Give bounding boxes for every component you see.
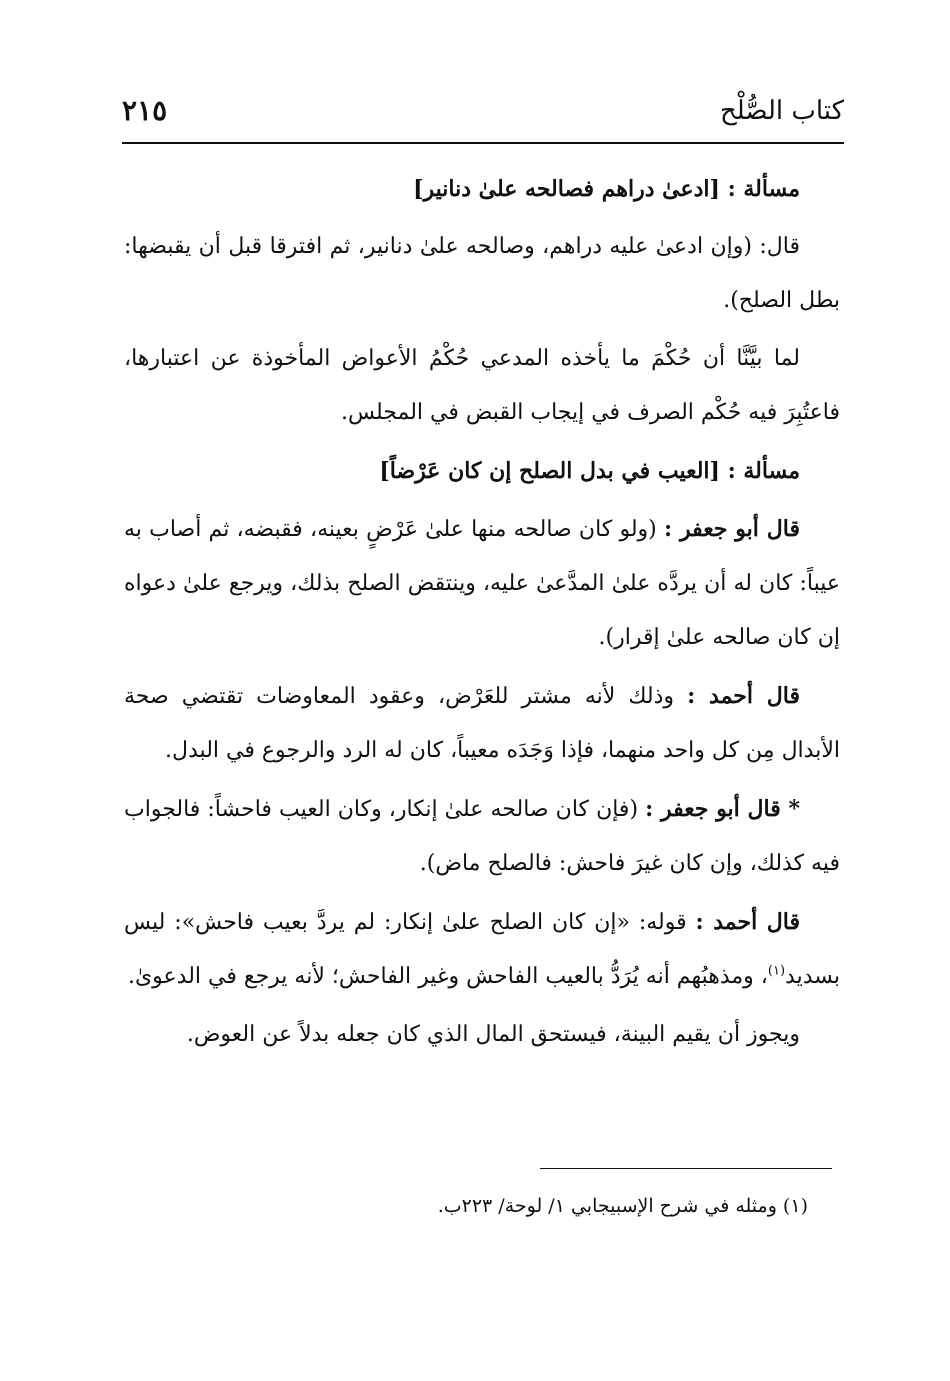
paragraph-body: ، ومذهبُهم أنه يُرَدُّ بالعيب الفاحش وغير الفاحش؛ لأنه يرجع في الدعوىٰ. [127, 964, 768, 989]
paragraph: قال: (وإن ادعىٰ عليه دراهم، وصالحه علىٰ دنانير، ثم افترقا قبل أن يقبضها: بطل الصلح). [124, 234, 840, 313]
footnote-divider [540, 1168, 832, 1169]
footnote-reference[interactable]: (١) [767, 963, 786, 979]
paragraph: لما بيَّنَّا أن حُكْمَ ما يأخذه المدعي حُكْمُ الأعواض المأخوذة عن اعتبارها، فاعتُبِرَ فيه حُكْم الصرف في إيجاب القبض في المجلس. [124, 346, 840, 425]
speaker-lead: قال أحمد : [695, 909, 800, 935]
paragraph-body: وذلك لأنه مشتر للعَرْض، وعقود المعاوضات تقتضي صحة الأبدال مِن كل واحد منهما، فإذا وَجَدَه معيباً، كان له الرد والرجوع في البدل. [124, 684, 840, 763]
page-header [122, 92, 844, 144]
speaker-lead: * قال أبو جعفر : [645, 796, 800, 822]
speaker-lead: قال أحمد : [687, 683, 800, 709]
speaker-lead: قال أبو جعفر : [663, 516, 800, 542]
paragraph-body: قوله: «إن كان الصلح علىٰ إنكار: لم يردَّ بعيب فاحش»: ليس بسديد [124, 910, 840, 989]
footnote: (١) ومثله في شرح الإسبيجابي ١/ لوحة/ ٢٢٣ب. [437, 1195, 808, 1217]
main-text [124, 162, 840, 1066]
paragraph [124, 782, 840, 891]
paragraph [124, 669, 840, 778]
section-heading: مسألة : [العيب في بدل الصلح إن كان عَرْضاً] [379, 458, 800, 484]
paragraph [124, 502, 840, 665]
paragraph-body: (فإن كان صالحه علىٰ إنكار، وكان العيب فاحشاً: فالجواب فيه كذلك، وإن كان غيرَ فاحش: فالصلح ماض). [124, 797, 840, 876]
paragraph: ويجوز أن يقيم البينة، فيستحق المال الذي كان جعله بدلاً عن العوض. [186, 1022, 800, 1047]
section-heading: مسألة : [ادعىٰ دراهم فصالحه علىٰ دنانير] [413, 176, 800, 202]
page-number: ٢١٥ [122, 94, 168, 127]
paragraph [124, 895, 840, 1004]
paragraph-body: (ولو كان صالحه منها علىٰ عَرْضٍ بعينه، فقبضه، ثم أصاب به عيباً: كان له أن يردَّه علىٰ المدَّعىٰ عليه، وينتقض الصلح بذلك، ويرجع علىٰ دعواه إن كان صالحه علىٰ إقرار). [124, 517, 840, 650]
running-title: كتاب الصُّلْح [720, 96, 844, 126]
